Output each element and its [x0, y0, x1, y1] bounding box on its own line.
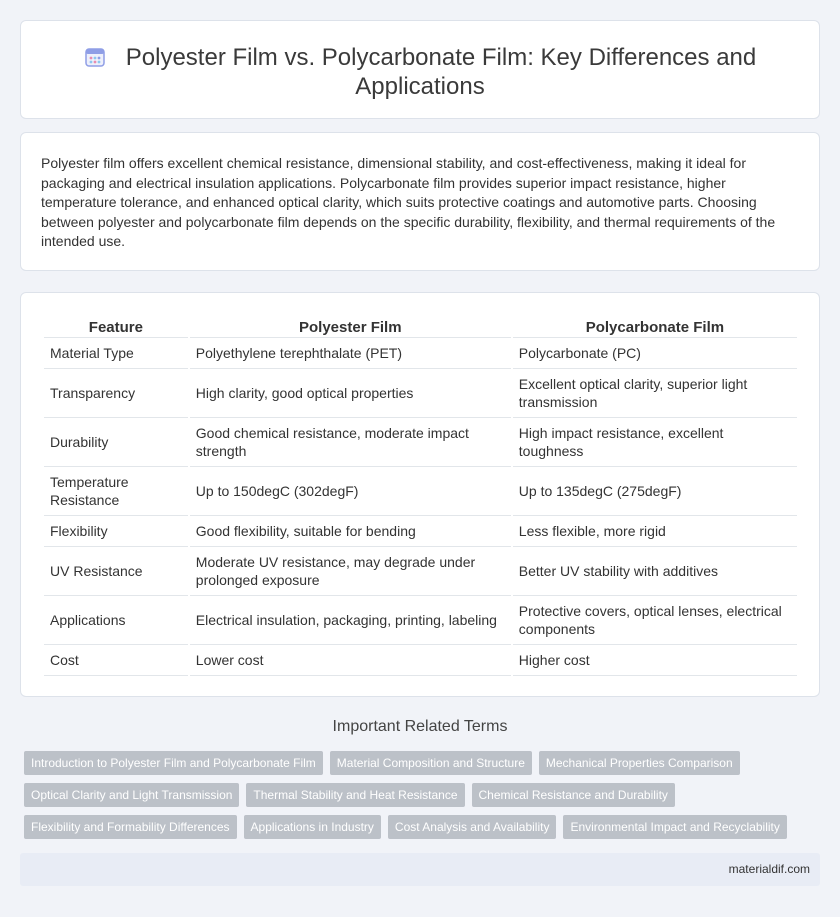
intro-card	[20, 132, 820, 271]
footer	[20, 853, 820, 886]
header-feature: Feature	[44, 314, 188, 338]
feature-cell: Durability	[44, 418, 188, 467]
related-tag[interactable]: Flexibility and Formability Differences	[24, 815, 237, 839]
polyester-cell: Electrical insulation, packaging, printing, labeling	[190, 596, 511, 645]
table-row	[44, 467, 797, 516]
polycarbonate-cell: High impact resistance, excellent toughness	[513, 418, 797, 467]
table-row	[44, 645, 797, 676]
feature-cell: UV Resistance	[44, 547, 188, 596]
table-row	[44, 338, 797, 369]
related-terms-title: Important Related Terms	[332, 718, 508, 735]
related-tag[interactable]: Optical Clarity and Light Transmission	[24, 783, 239, 807]
polycarbonate-cell: Excellent optical clarity, superior light transmission	[513, 369, 797, 418]
related-tag[interactable]: Introduction to Polyester Film and Polycarbonate Film	[24, 751, 323, 775]
polyester-cell: Moderate UV resistance, may degrade under prolonged exposure	[190, 547, 511, 596]
polycarbonate-cell: Up to 135degC (275degF)	[513, 467, 797, 516]
feature-cell: Temperature Resistance	[44, 467, 188, 516]
polycarbonate-cell: Less flexible, more rigid	[513, 516, 797, 547]
intro-paragraph: Polyester film offers excellent chemical resistance, dimensional stability, and cost-effectiveness, making it ideal for packaging and electrical insulation applications. Polycarbonate film provides superior impact resistance, higher temperature tolerance, and enhanced optical clarity, which suits protective coatings and automotive parts. Choosing between polyester and polycarbonate film depends on the specific durability, flexibility, and thermal requirements of the intended use.	[41, 155, 776, 250]
polycarbonate-cell: Higher cost	[513, 645, 797, 676]
related-tag[interactable]: Chemical Resistance and Durability	[472, 783, 675, 807]
comparison-table	[42, 314, 799, 676]
related-terms-tags	[24, 751, 804, 847]
related-tag[interactable]: Material Composition and Structure	[330, 751, 532, 775]
polycarbonate-cell: Better UV stability with additives	[513, 547, 797, 596]
polyester-cell: Lower cost	[190, 645, 511, 676]
related-tag[interactable]: Thermal Stability and Heat Resistance	[246, 783, 464, 807]
page-title-wrap	[61, 43, 779, 101]
related-tag[interactable]: Mechanical Properties Comparison	[539, 751, 740, 775]
calendar-icon	[84, 46, 106, 68]
related-tag[interactable]: Applications in Industry	[244, 815, 381, 839]
feature-cell: Applications	[44, 596, 188, 645]
polycarbonate-cell: Protective covers, optical lenses, electrical components	[513, 596, 797, 645]
comparison-card	[20, 292, 820, 697]
tag-row	[24, 815, 804, 839]
title-card	[20, 20, 820, 119]
related-tag[interactable]: Cost Analysis and Availability	[388, 815, 557, 839]
feature-cell: Transparency	[44, 369, 188, 418]
feature-cell: Material Type	[44, 338, 188, 369]
polyester-cell: Polyethylene terephthalate (PET)	[190, 338, 511, 369]
table-row	[44, 596, 797, 645]
feature-cell: Flexibility	[44, 516, 188, 547]
table-header-row	[44, 314, 797, 338]
polyester-cell: Good chemical resistance, moderate impact strength	[190, 418, 511, 467]
table-row	[44, 369, 797, 418]
tag-row	[24, 783, 804, 807]
polyester-cell: High clarity, good optical properties	[190, 369, 511, 418]
polycarbonate-cell: Polycarbonate (PC)	[513, 338, 797, 369]
table-row	[44, 418, 797, 467]
page-title: Polyester Film vs. Polycarbonate Film: Key Differences and Applications	[125, 44, 757, 100]
related-tag[interactable]: Environmental Impact and Recyclability	[563, 815, 786, 839]
table-row	[44, 516, 797, 547]
header-polycarbonate: Polycarbonate Film	[513, 314, 797, 338]
footer-site[interactable]: materialdif.com	[728, 862, 810, 876]
header-polyester: Polyester Film	[190, 314, 511, 338]
feature-cell: Cost	[44, 645, 188, 676]
tag-row	[24, 751, 804, 775]
polyester-cell: Up to 150degC (302degF)	[190, 467, 511, 516]
table-row	[44, 547, 797, 596]
polyester-cell: Good flexibility, suitable for bending	[190, 516, 511, 547]
